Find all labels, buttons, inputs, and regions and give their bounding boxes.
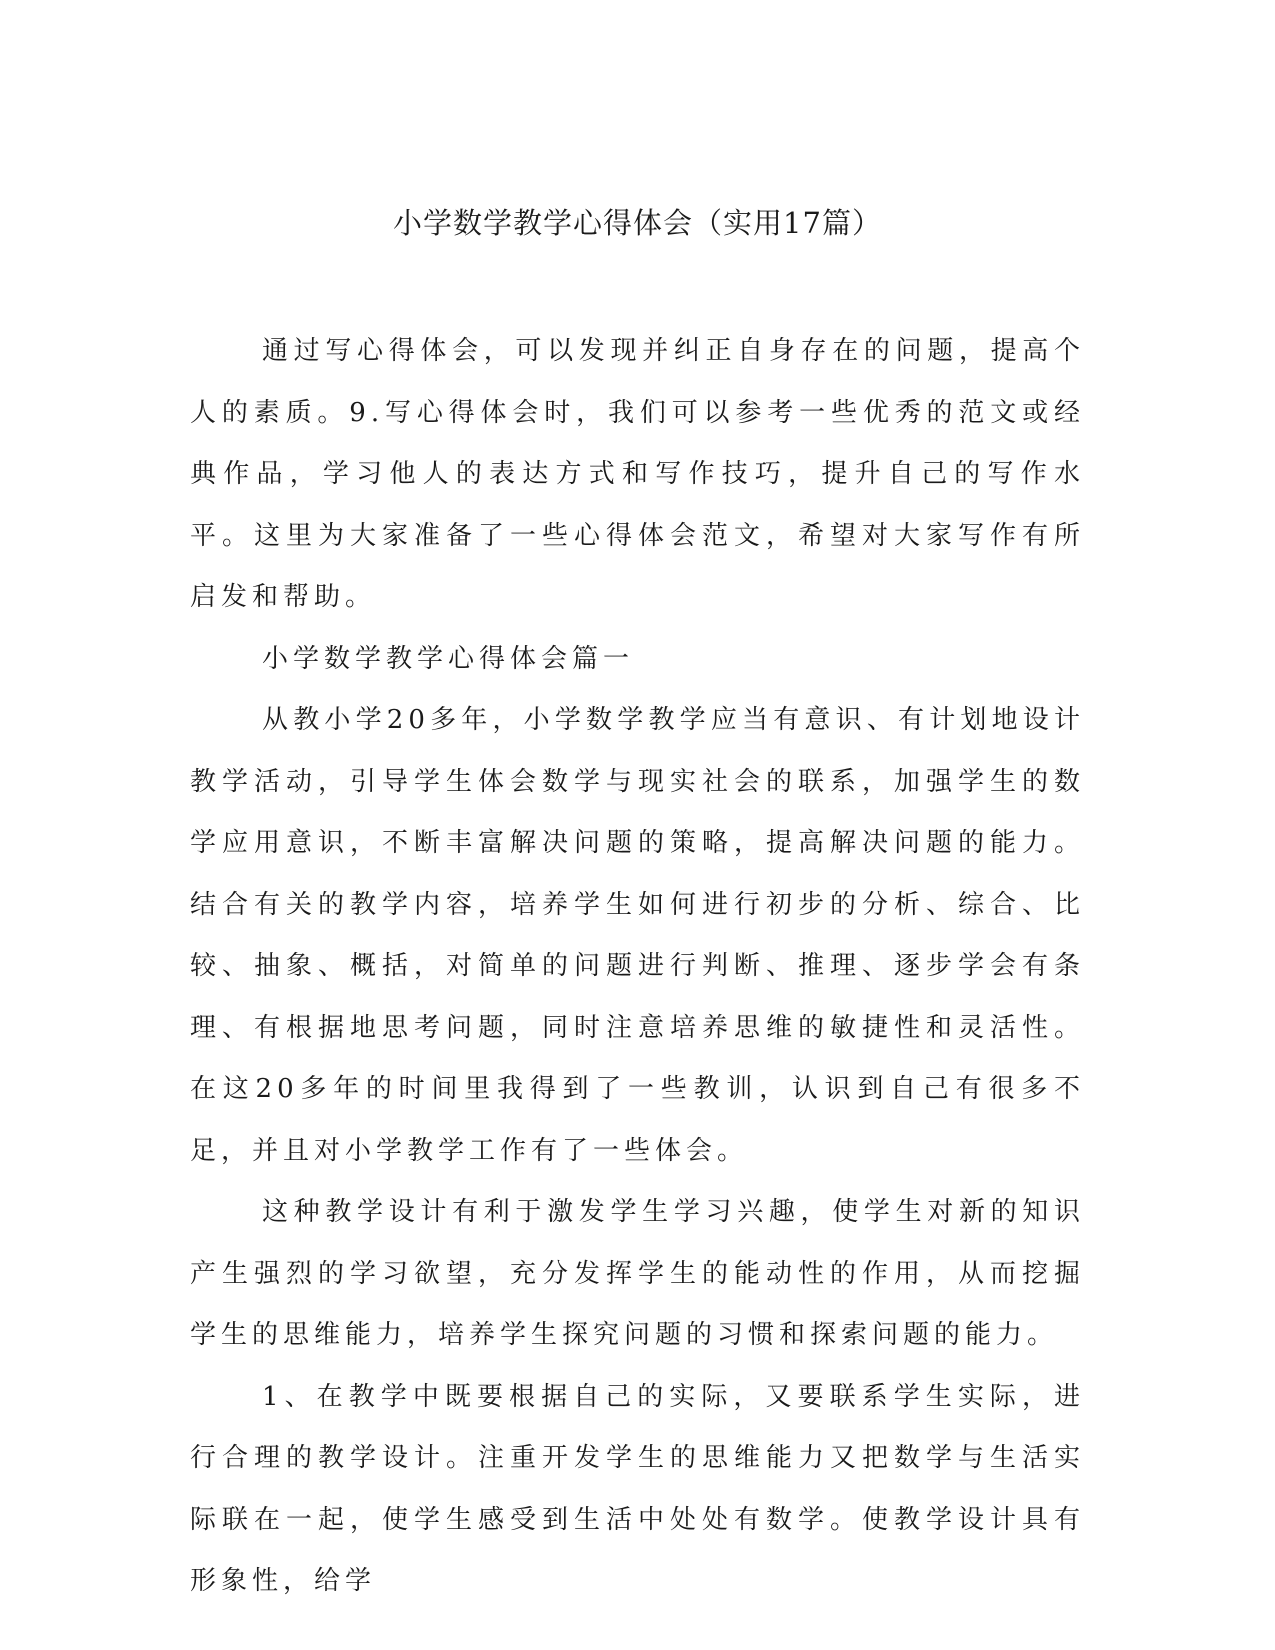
document-body (190, 321, 1085, 1613)
section-heading: 小学数学教学心得体会篇一 (262, 643, 635, 674)
intro-paragraph: 通过写心得体会，可以发现并纠正自身存在的问题，提高个人的素质。9.写心得体会时，我们可以参考一些优秀的范文或经典作品，学习他人的表达方式和写作技巧，提升自己的写作水平。这里为大家准备了一些心得体会范文，希望对大家写作有所启发和帮助。 (190, 336, 1085, 612)
body-paragraph: 从教小学20多年，小学数学教学应当有意识、有计划地设计教学活动，引导学生体会数学与现实社会的联系，加强学生的数学应用意识，不断丰富解决问题的策略，提高解决问题的能力。结合有关的教学内容，培养学生如何进行初步的分析、综合、比较、抽象、概括，对简单的问题进行判断、推理、逐步学会有条理、有根据地思考问题，同时注意培养思维的敏捷性和灵活性。在这20多年的时间里我得到了一些教训，认识到自己有很多不足，并且对小学教学工作有了一些体会。 (190, 705, 1085, 1166)
body-paragraph: 这种教学设计有利于激发学生学习兴趣，使学生对新的知识产生强烈的学习欲望，充分发挥学生的能动性的作用，从而挖掘学生的思维能力，培养学生探究问题的习惯和探索问题的能力。 (190, 1197, 1085, 1350)
document-title: 小学数学教学心得体会（实用17篇） (393, 206, 882, 240)
body-paragraph: 1、在教学中既要根据自己的实际，又要联系学生实际，进行合理的教学设计。注重开发学生的思维能力又把数学与生活实际联在一起，使学生感受到生活中处处有数学。使教学设计具有形象性，给学 (190, 1381, 1085, 1596)
